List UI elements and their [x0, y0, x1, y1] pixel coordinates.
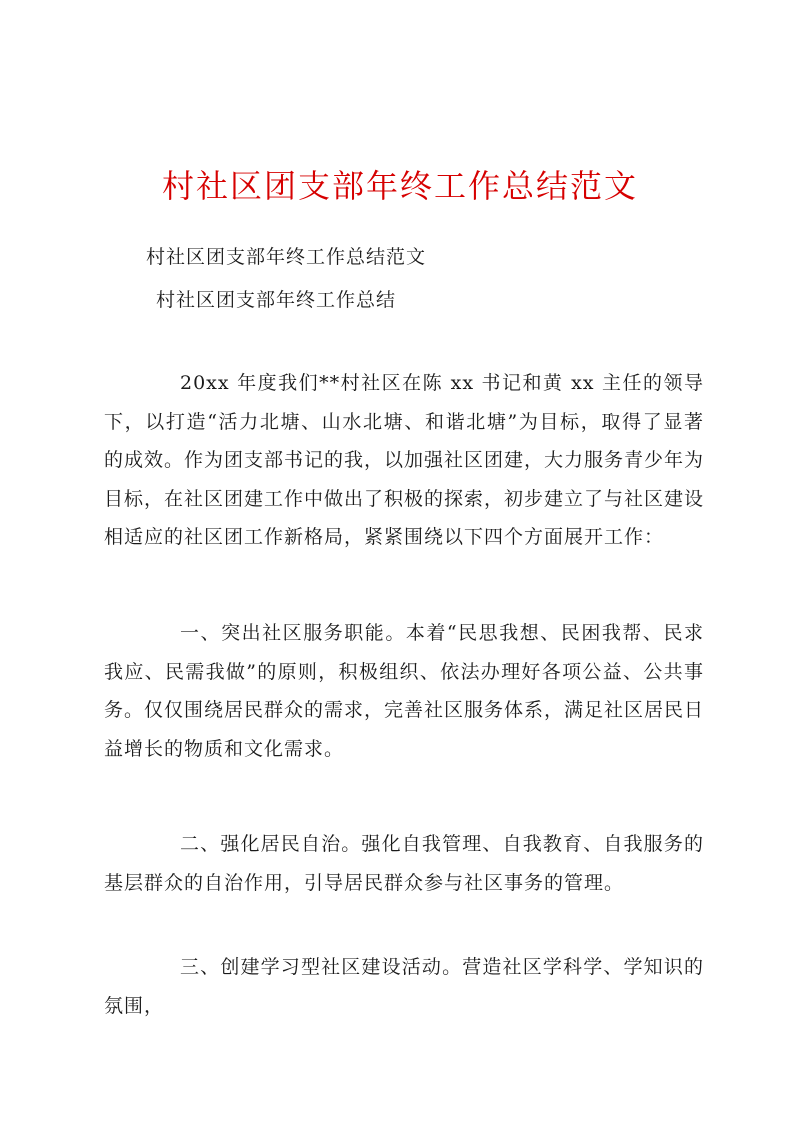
document-title: 村社区团支部年终工作总结范文 — [161, 167, 638, 205]
document-subtitle: 村社区团支部年终工作总结范文 — [146, 246, 427, 268]
document-subheading: 村社区团支部年终工作总结 — [156, 289, 397, 311]
paragraph-intro: 20xx 年度我们**村社区在陈 xx 书记和黄 xx 主任的领导下，以打造“活力北塘、山水北塘、和谐北塘”为目标，取得了显著的成效。作为团支部书记的我，以加强社区团建，大力服务青少年为目标，在社区团建工作中做出了积极的探索，初步建立了与社区建设相适应的社区团工作新格局，紧紧围绕以下四个方面展开工作： — [104, 372, 705, 548]
paragraph-section-1: 一、突出社区服务职能。本着“民思我想、民困我帮、民求我应、民需我做”的原则，积极组织、依法办理好各项公益、公共事务。仅仅围绕居民群众的需求，完善社区服务体系，满足社区居民日益增长的物质和文化需求。 — [104, 622, 705, 760]
paragraph-section-2: 二、强化居民自治。强化自我管理、自我教育、自我服务的基层群众的自治作用，引导居民群众参与社区事务的管理。 — [104, 833, 704, 894]
paragraph-section-3: 三、创建学习型社区建设活动。营造社区学科学、学知识的氛围， — [104, 956, 704, 1017]
